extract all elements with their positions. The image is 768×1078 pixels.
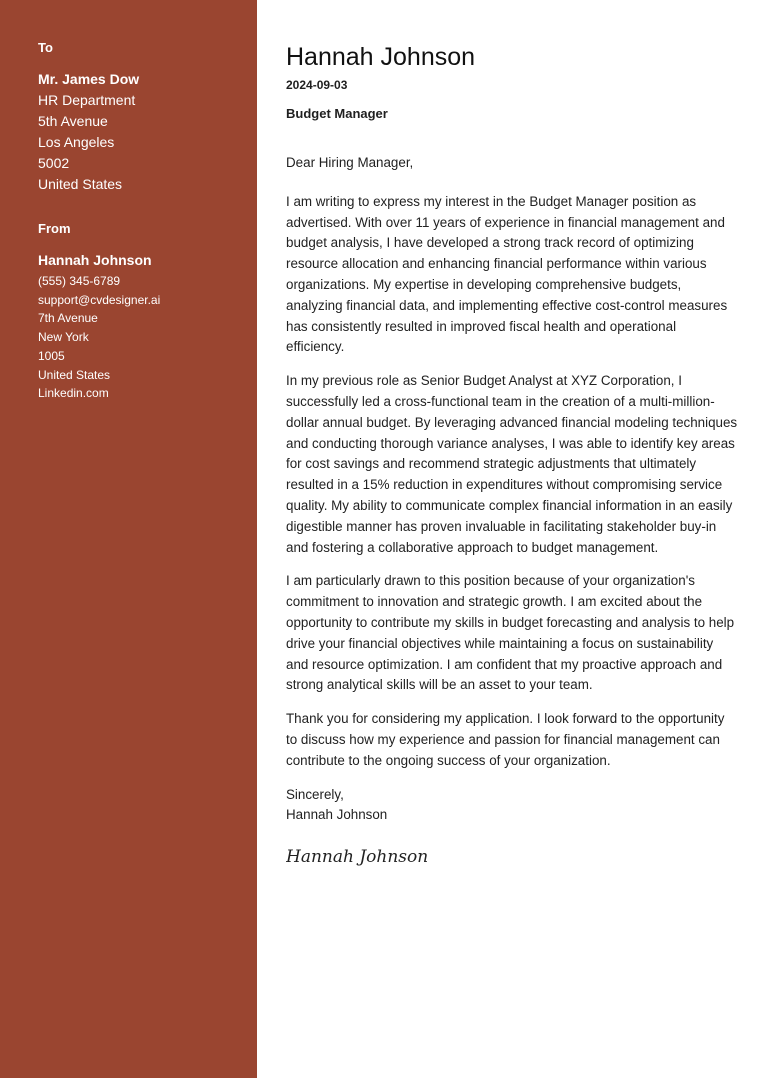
sender-country: United States	[38, 367, 111, 382]
sender-phone: (555) 345-6789	[38, 274, 121, 288]
to-label: To	[38, 40, 53, 55]
closing: Sincerely,	[286, 786, 344, 802]
paragraph: Thank you for considering my application. I look forward to the opportunity to discuss how my experience and passion for financial management can contribute to the ongoing success of your organization.	[286, 711, 725, 768]
sender-block	[38, 221, 237, 403]
salutation: Dear Hiring Manager,	[286, 155, 414, 170]
recipient-block	[38, 40, 237, 195]
sender-linkedin: Linkedin.com	[38, 386, 109, 401]
recipient-line: 5th Avenue	[38, 113, 108, 129]
letter-date: 2024-09-03	[286, 78, 348, 92]
recipient-line: United States	[38, 176, 123, 192]
closing-block	[286, 785, 738, 827]
letter-body	[257, 0, 768, 1078]
sender-name: Hannah Johnson	[38, 252, 152, 268]
sender-zip: 1005	[38, 348, 65, 363]
paragraph: I am particularly drawn to this position because of your organization's commitment to innovation and strategic growth. I am excited about the opportunity to contribute my skills in budget forecasting and analysis to help drive your financial objectives while maintaining a focus on sustainability and resource optimization. I am confident that my proactive approach and strong analytical skills will be an asset to your team.	[286, 573, 735, 693]
recipient-line: HR Department	[38, 92, 136, 108]
signature	[286, 836, 446, 876]
job-title: Budget Manager	[286, 106, 388, 121]
page-title: Hannah Johnson	[286, 43, 476, 71]
recipient-name: Mr. James Dow	[38, 71, 140, 87]
paragraph: I am writing to express my interest in the Budget Manager position as advertised. With over 11 years of experience in financial management and budget analysis, I have developed a strong track record of optimizing resource allocation and enhancing financial performance within various organizations. My expertise in developing comprehensive budgets, analyzing financial data, and implementing effective cost-control measures has consistently resulted in improved fiscal health and operational efficiency.	[286, 193, 728, 355]
sidebar	[0, 0, 257, 1078]
closing-name: Hannah Johnson	[286, 807, 388, 823]
signature-text: Hannah Johnson	[286, 847, 429, 868]
from-label: From	[38, 221, 71, 236]
sender-email: support@cvdesigner.ai	[38, 292, 161, 307]
sender-city: New York	[38, 330, 89, 345]
sender-street: 7th Avenue	[38, 311, 98, 326]
paragraph: In my previous role as Senior Budget Analyst at XYZ Corporation, I successfully led a cross-functional team in the creation of a multi-million-dollar annual budget. By leveraging advanced financial modeling techniques and conducting thorough variance analyses, I was able to identify key areas for cost savings and recommend strategic adjustments that ultimately resulted in a 15% reduction in expenditures without compromising service quality. My ability to communicate complex financial information in an easily digestible manner has proven invaluable in facilitating stakeholder buy-in and fostering a collaborative approach to budget management.	[286, 373, 738, 555]
recipient-line: Los Angeles	[38, 134, 115, 150]
recipient-line: 5002	[38, 155, 70, 171]
